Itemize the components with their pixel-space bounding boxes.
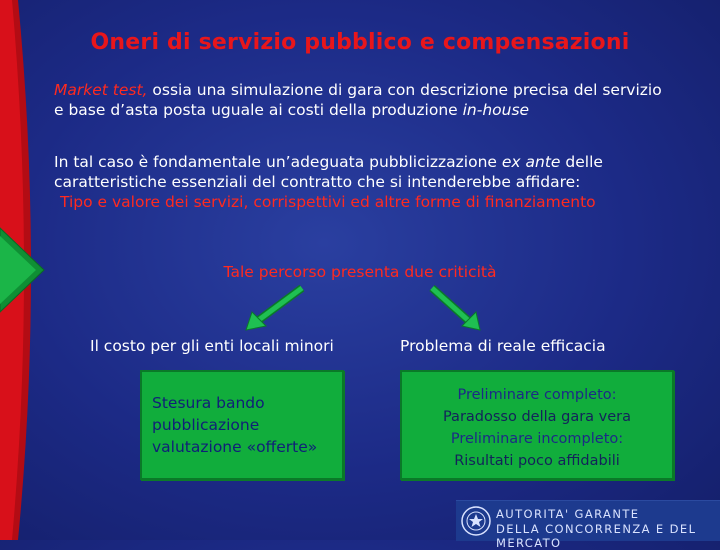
right-box-line: Preliminare incompleto: (450, 431, 624, 447)
market-test-term: Market test, (54, 81, 148, 99)
market-test-paragraph (54, 80, 674, 120)
right-box-line: Preliminare completo: (457, 387, 617, 403)
publicity-text-1: In tal caso è fondamentale un’adeguata pubblicizzazione (54, 153, 502, 171)
logo-line-1: AUTORITA' GARANTE (496, 507, 640, 521)
left-box-text (152, 392, 317, 458)
right-column-heading: Problema di reale efficacia (400, 337, 606, 355)
logo-line-2: DELLA CONCORRENZA E DEL MERCATO (496, 522, 697, 550)
emblem-icon (460, 505, 492, 537)
right-box-text (402, 384, 672, 472)
right-box-line: Risultati poco affidabili (454, 453, 620, 469)
publicity-text-2: delle caratteristiche essenziali del contratto che si intenderebbe affidare: (54, 153, 603, 191)
left-green-box (140, 370, 344, 480)
left-box-line: valutazione «offerte» (152, 438, 318, 456)
right-arrow-icon (432, 288, 480, 330)
contract-elements-line: Tipo e valore dei servizi, corrispettivi ed altre forme di finanziamento (60, 193, 596, 211)
ex-ante-term: ex ante (501, 153, 561, 171)
left-arrow-icon (246, 288, 302, 330)
in-house-term: in-house (462, 101, 530, 119)
agcm-logo (456, 500, 720, 550)
slide-title: Oneri di servizio pubblico e compensazioni (90, 30, 630, 55)
publicity-paragraph (54, 152, 694, 212)
left-box-line: Stesura bando (152, 394, 265, 412)
issues-heading: Tale percorso presenta due criticità (223, 263, 497, 281)
right-box-line: Paradosso della gara vera (442, 409, 632, 425)
left-column-heading: Il costo per gli enti locali minori (90, 337, 334, 355)
right-green-box (400, 370, 674, 480)
left-box-line: pubblicazione (152, 416, 260, 434)
market-test-text: ossia una simulazione di gara con descrizione precisa del servizio e base d’asta posta uguale ai costi della produzione (54, 81, 662, 119)
